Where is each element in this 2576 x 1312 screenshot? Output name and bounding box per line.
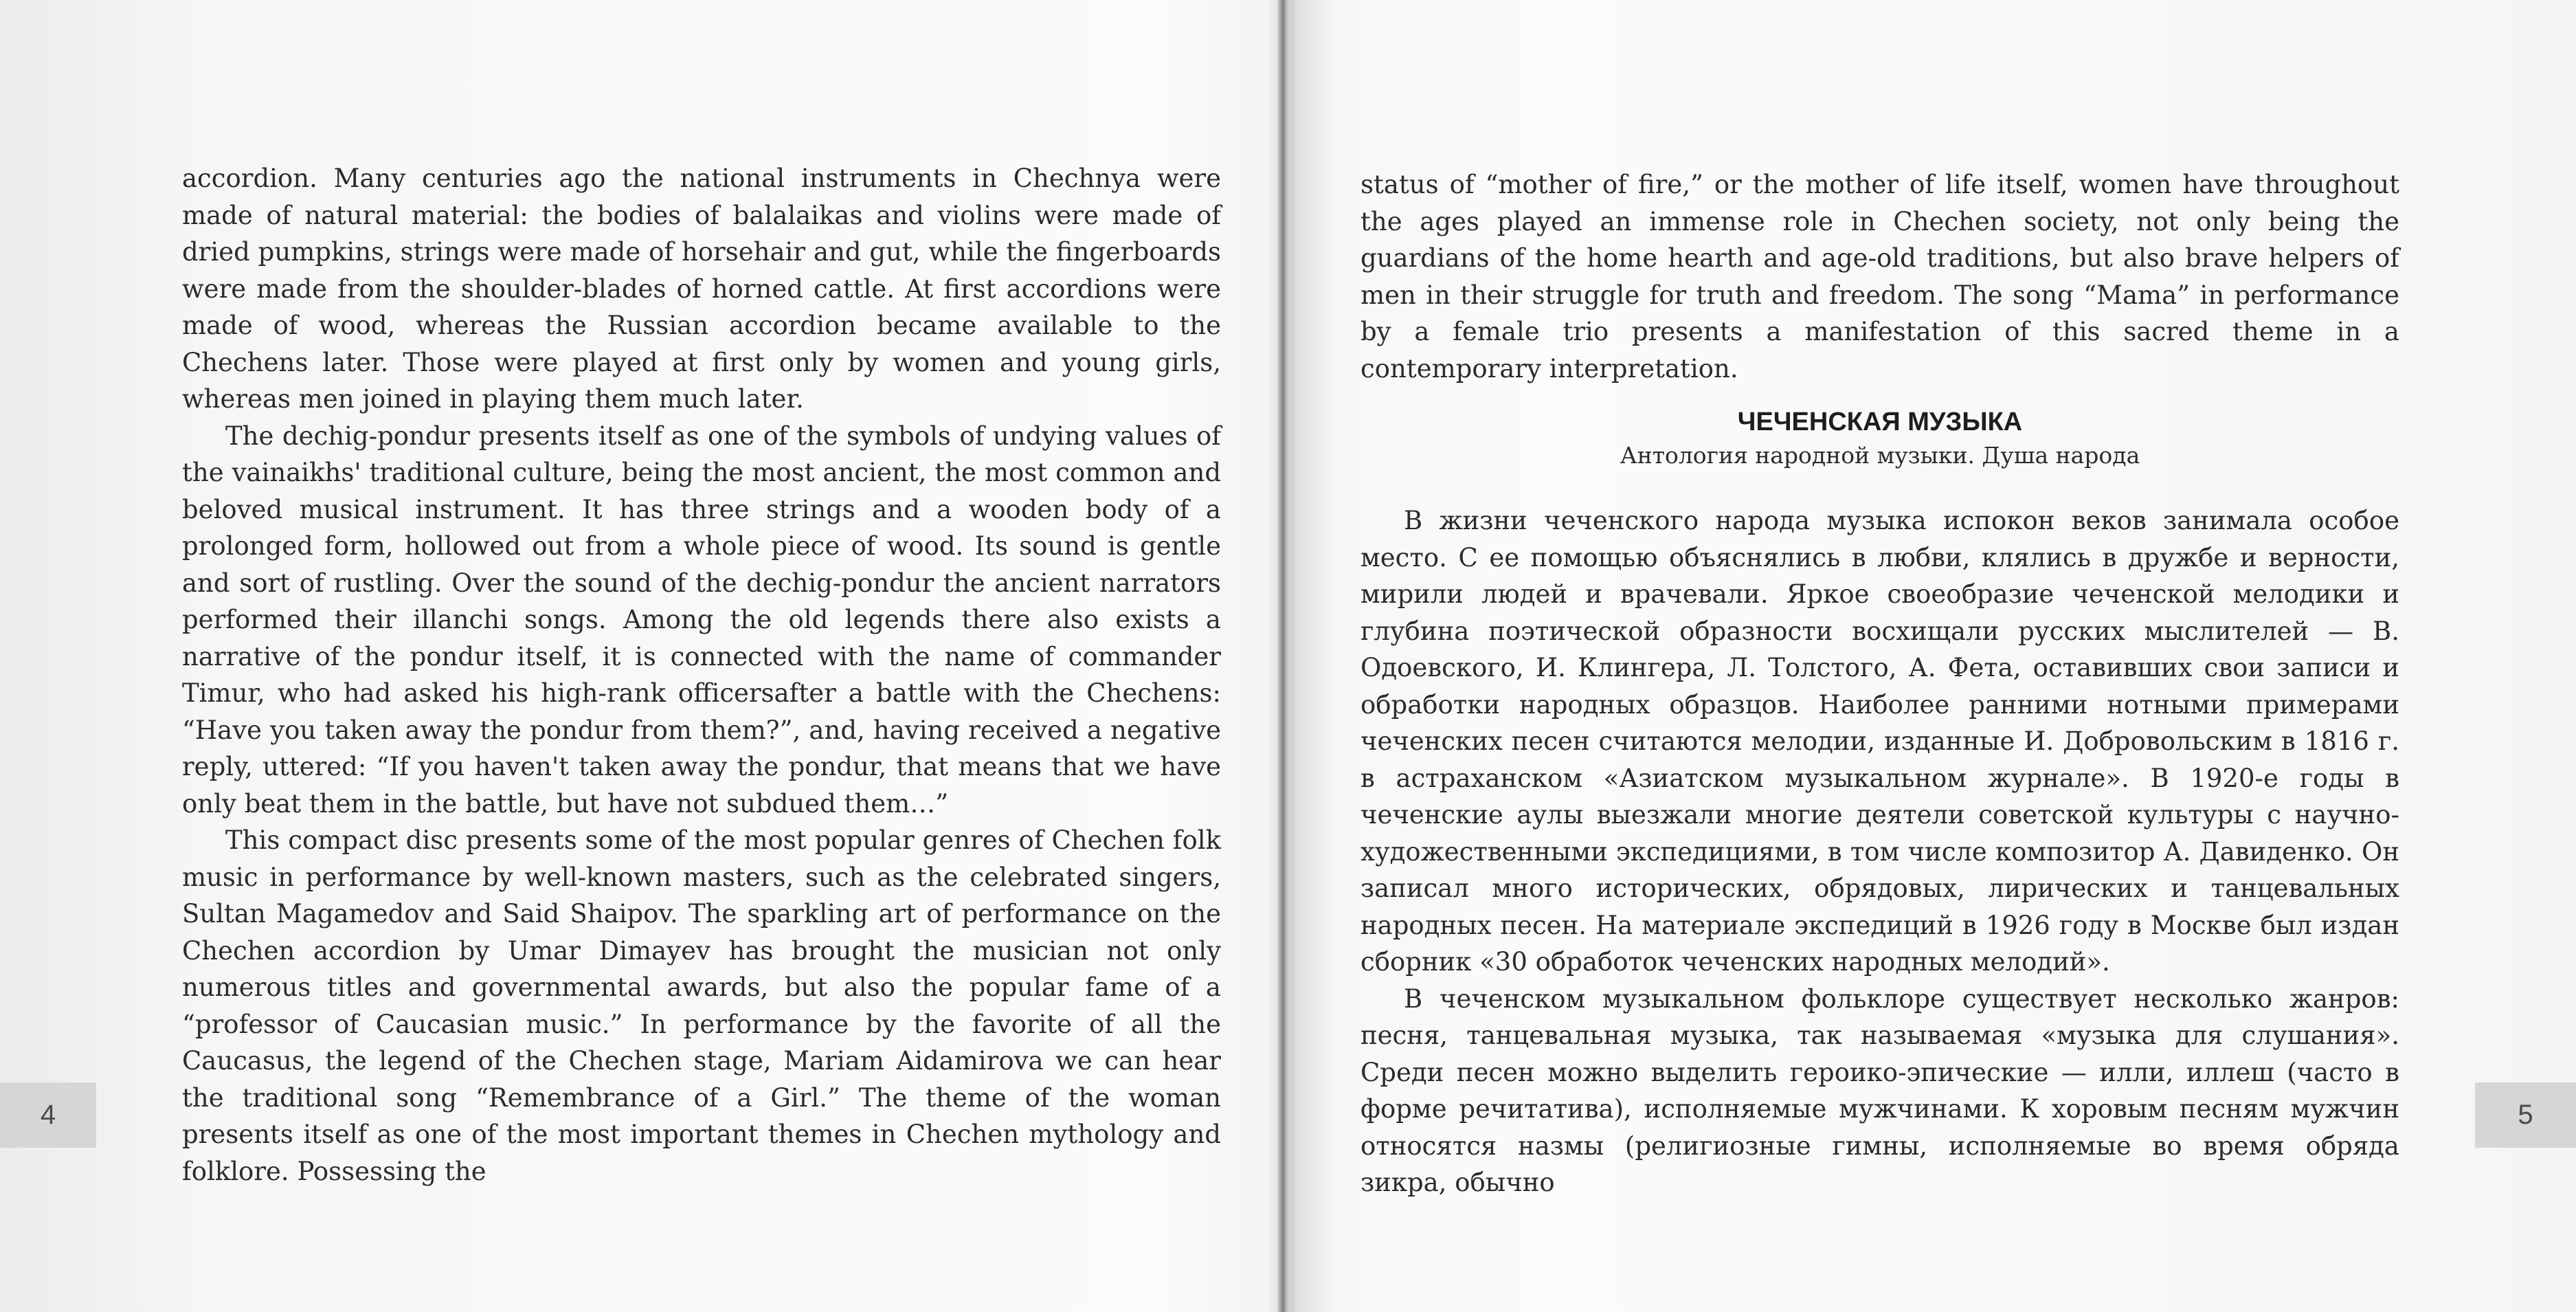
left-page [0, 0, 1278, 1312]
page-number-left: 4 [0, 1082, 96, 1148]
right-page-text [1360, 166, 2399, 1201]
book-gutter [1278, 0, 1290, 1312]
paragraph: В чеченском музыкальном фольклоре существует несколько жанров: песня, танцевальная музыка, так называемая «музыка для слушания». Среди песен можно выделить героико-эпические — илли, иллеш (часто в форме речитатива), исполняемые мужчинами. К хоровым песням мужчин относятся назмы (религиозные гимны, исполняемые во время обряда зикра, обычно [1360, 983, 2399, 1197]
paragraph: This compact disc presents some of the most popular genres of Chechen folk music in performance by well-known masters, such as the celebrated singers, Sultan Magamedov and Said Shaipov. The sparkling art of performance on the Chechen accordion by Umar Dimayev has brought the musician not only numerous titles and governmental awards, but also the popular fame of a “professor of Caucasian music.” In performance by the favorite of all the Caucasus, the legend of the Chechen stage, Mariam Aidamirova we can hear the traditional song “Remembrance of a Girl.” The theme of the woman presents itself as one of the most important themes in Chechen mythology and folklore. Possessing the [182, 825, 1221, 1186]
section-subheading: Антология народной музыки. Душа народа [1620, 442, 2140, 469]
left-page-text [182, 160, 1221, 1190]
page-number-right: 5 [2475, 1082, 2576, 1148]
paragraph: accordion. Many centuries ago the national instruments in Chechnya were made of natural material: the bodies of balalaikas and violins were made of dried pumpkins, strings were made of horsehair and gut, while the fingerboards were made from the shoulder-blades of horned cattle. At first accordions were made of wood, whereas the Russian accordion became available to the Chechens later. Those were played at first only by women and young girls, whereas men joined in playing them much later. [182, 164, 1221, 414]
paragraph: The dechig-pondur presents itself as one of the symbols of undying values of the vainaikhs' traditional culture, being the most ancient, the most common and beloved musical instrument. It has three strings and a wooden body of a prolonged form, hollowed out from a whole piece of wood. Its sound is gentle and sort of rustling. Over the sound of the dechig-pondur the ancient narrators performed their illanchi songs. Among the old legends there also exists a narrative of the pondur itself, it is connected with the name of commander Timur, who had asked his high-rank officersafter a battle with the Chechens: “Have you taken away the pondur from them?”, and, having received a negative reply, uttered: “If you haven't taken away the pondur, that means that we have only beat them in the battle, but have not subdued them…” [182, 421, 1221, 819]
paragraph: В жизни чеченского народа музыка испокон веков занимала особое место. С ее помощью объяснялись в любви, клялись в дружбе и верности, мирили людей и врачевали. Яркое своеобразие чеченской мелодики и глубина поэтической образности восхищали русских мыслителей — В. Одоевского, И. Клингера, Л. Толстого, А. Фета, оставивших свои записи и обработки народных образцов. Наиболее ранними нотными примерами чеченских песен считаются мелодии, изданные И. Добровольским в 1816 г. в астраханском «Азиатском музыкальном журнале». В 1920-е годы в чеченские аулы выезжали многие деятели советской культуры с научно-художественными экспедициями, в том числе композитор А. Давиденко. Он записал много исторических, обрядовых, лирических и танцевальных народных песен. На материале экспедиций в 1926 году в Москве был издан сборник «30 обработок чеченских народных мелодий». [1360, 506, 2399, 977]
intro-paragraph: status of “mother of fire,” or the mother of life itself, women have throughout the ages played an immense role in Chechen society, not only being the guardians of the home hearth and age-old traditions, but also brave helpers of men in their struggle for truth and freedom. The song “Mama” in performance by a female trio presents a manifestation of this sacred theme in a contemporary interpretation. [1360, 170, 2399, 383]
section-heading: ЧЕЧЕНСКАЯ МУЗЫКА [1737, 408, 2023, 436]
